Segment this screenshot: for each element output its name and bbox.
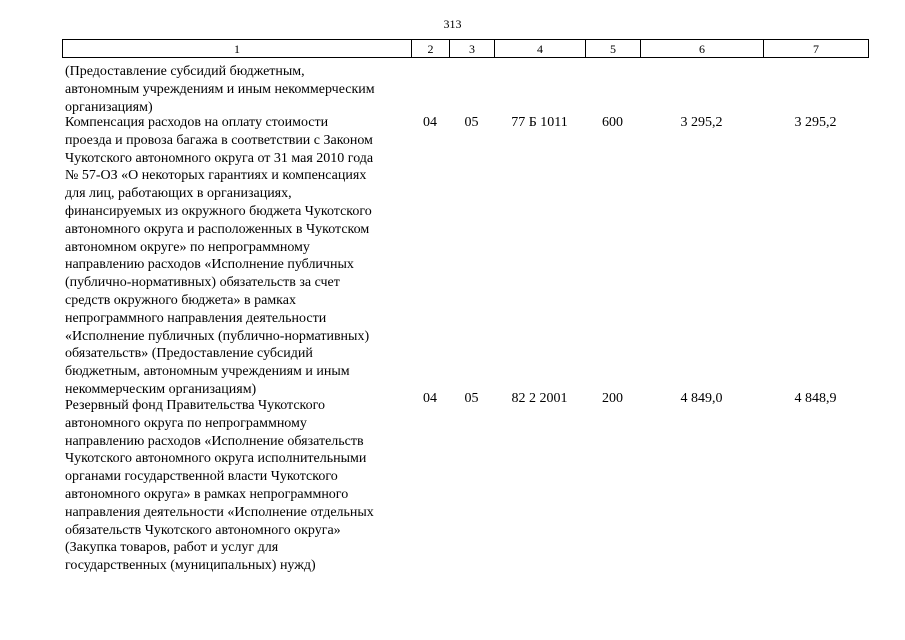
column-header-4: 4 (495, 40, 586, 58)
row-amount-planned: 4 849,0 (680, 391, 723, 406)
row-expense-type: 600 (602, 115, 623, 130)
page-number: 313 (443, 17, 462, 31)
column-header-5: 5 (586, 40, 641, 58)
row-target-article: 77 Б 1011 (511, 115, 568, 130)
row-subsection-code: 05 (464, 115, 479, 130)
column-header-1: 1 (63, 40, 412, 58)
row-description: Резервный фонд Правительства Чукотского автономного округа по непрограммному направлению расходов «Исполнение обязательств Чукотского автономного округа исполнительными органами государственной власти Чукотского автономного округа» в рамках непрограммного направления деятельности «Исполнение отдельных обязательств Чукотского автономного округа» (Закупка товаров, работ и услуг для государственных (муниципальных) нужд) (65, 398, 374, 574)
column-header-row (63, 40, 869, 58)
column-header-table (62, 39, 869, 58)
row-amount-planned: 3 295,2 (680, 115, 723, 130)
row-expense-type: 200 (602, 391, 623, 406)
column-header-2: 2 (412, 40, 450, 58)
column-header-6: 6 (641, 40, 764, 58)
row-target-article: 82 2 2001 (511, 391, 568, 406)
column-header-7: 7 (764, 40, 869, 58)
row-amount-executed: 3 295,2 (794, 115, 837, 130)
row-amount-executed: 4 848,9 (794, 391, 837, 406)
row-subsection-code: 05 (464, 391, 479, 406)
row-section-code: 04 (423, 115, 437, 130)
column-header-3: 3 (450, 40, 495, 58)
row-description: Компенсация расходов на оплату стоимости проезда и провоза багажа в соответствии с Законом Чукотского автономного округа от 31 мая 2010 года № 57-ОЗ «О некоторых гарантиях и компенсациях для лиц, работающих в организациях, финансируемых из окружного бюджета Чукотского автономного округа и расположенных в Чукотском автономном округе» по непрограммному направлению расходов «Исполнение публичных (публично-нормативных) обязательств за счет средств окружного бюджета» в рамках непрограммного направления деятельности «Исполнение публичных (публично-нормативных) обязательств» (Предоставление субсидий бюджетным, автономным учреждениям и иным некоммерческим организациям) (65, 115, 374, 397)
row-section-code: 04 (423, 391, 437, 406)
continuation-text: (Предоставление субсидий бюджетным, автономным учреждениям и иным некоммерческим организациям) (65, 64, 375, 115)
